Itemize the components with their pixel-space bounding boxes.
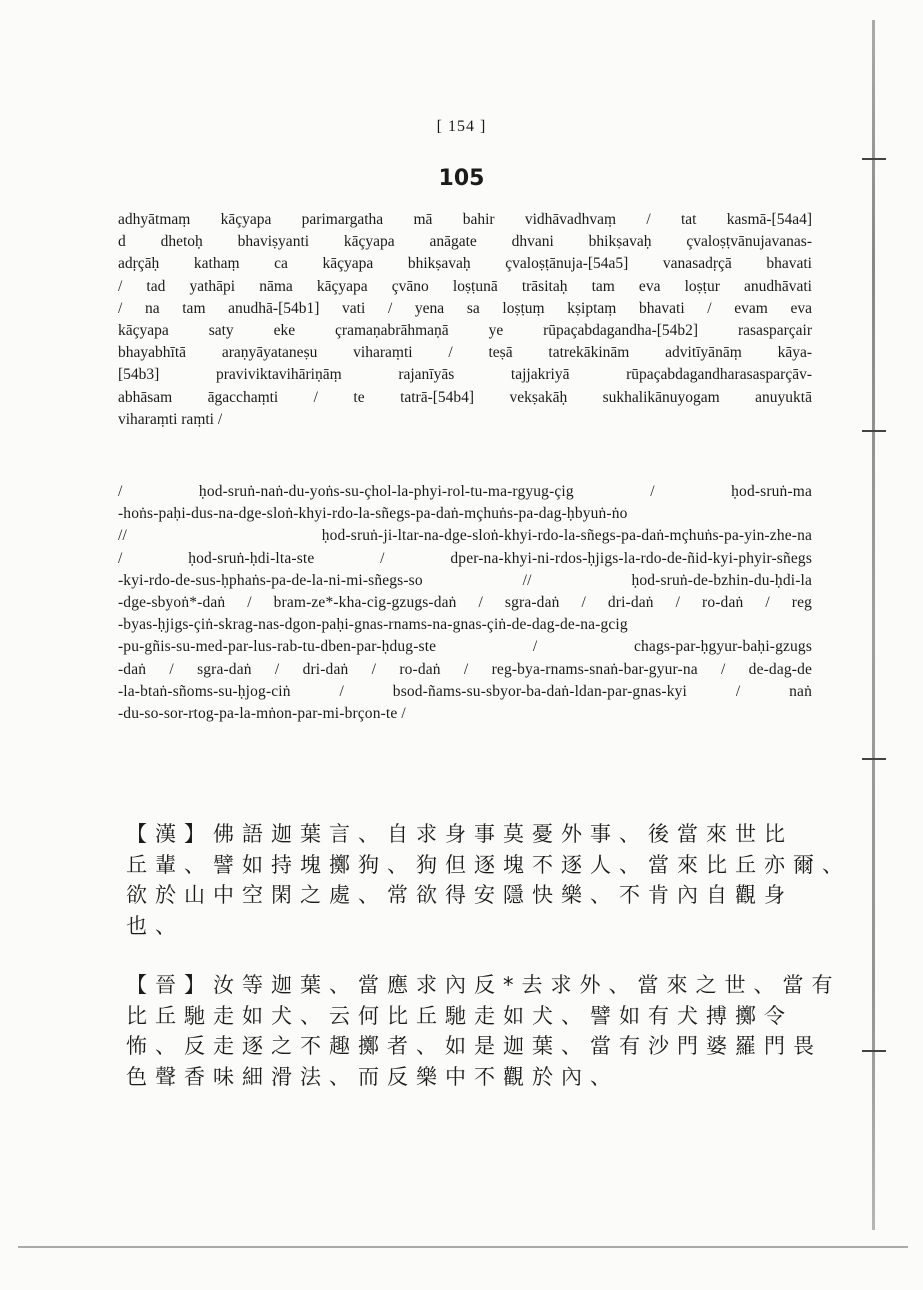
sanskrit-line: adṛçāḥ kathaṃ ca kāçyapa bhikṣavaḥ çvaloṣṭānuja-[54a5] vanasadṛçā bhavati	[118, 255, 812, 273]
han-line: 欲於山中空閑之處、常欲得安隱快樂、不肯內自觀身	[126, 883, 793, 907]
scan-margin-tick	[862, 430, 886, 432]
jin-line: 【晉】汝等迦葉、當應求內反*去求外、當來之世、當有	[126, 973, 841, 997]
sanskrit-text-block	[118, 209, 812, 431]
section-number: 105	[438, 166, 485, 191]
sanskrit-line: bhayabhītā araṇyāyataneṣu viharaṃti / teṣā tatrekākinām advitīyānāṃ kāya-	[118, 344, 812, 362]
sanskrit-line: [54b3] praviviktavihāriṇāṃ rajanīyās tajjakriyā rūpaçabdagandharasasparçāv-	[118, 366, 812, 384]
han-line: 丘輩、譬如持塊擲狗、狗但逐塊不逐人、當來比丘亦爾、	[126, 852, 851, 877]
sanskrit-line: kāçyapa saty eke çramaṇabrāhmaṇā ye rūpaçabdagandha-[54b2] rasasparçair	[118, 322, 812, 340]
tibetan-line: -kyi-rdo-de-sus-ḥphaṅs-pa-de-la-ni-mi-sñegs-so // ḥod-sruṅ-de-bzhin-du-ḥdi-la	[118, 571, 812, 589]
tibetan-line: -dge-sbyoṅ*-daṅ / bram-ze*-kha-cig-gzugs-daṅ / sgra-daṅ / dri-daṅ / ro-daṅ / reg	[118, 594, 812, 612]
han-translation-block	[126, 819, 851, 941]
jin-line: 比丘馳走如犬、云何比丘馳走如犬、譬如有犬搏擲令	[126, 1003, 793, 1028]
scan-margin-line	[872, 20, 875, 1230]
scan-margin-tick	[862, 758, 886, 760]
tibetan-line: -pu-gñis-su-med-par-lus-rab-tu-dben-par-ḥdug-ste / chags-par-ḥgyur-baḥi-gzugs	[118, 638, 812, 656]
sanskrit-line: / tad yathāpi nāma kāçyapa çvāno loṣṭunā trāsitaḥ tam eva loṣṭur anudhāvati	[118, 277, 812, 295]
tibetan-line: -hoṅs-paḥi-dus-na-dge-sloṅ-khyi-rdo-la-sñegs-pa-daṅ-mçhuṅs-pa-dag-ḥbyuṅ-ṅo	[118, 505, 628, 523]
jin-line: 怖、反走逐之不趣擲者、如是迦葉、當有沙門婆羅門畏	[126, 1034, 822, 1058]
sanskrit-line: viharaṃti raṃti /	[118, 410, 223, 428]
tibetan-line: -du-so-sor-rtog-pa-la-mṅon-par-mi-brçon-te /	[118, 705, 406, 723]
tibetan-text-block	[118, 481, 812, 725]
tibetan-line: -daṅ / sgra-daṅ / dri-daṅ / ro-daṅ / reg-bya-rnams-snaṅ-bar-gyur-na / de-dag-de	[118, 660, 812, 678]
tibetan-line: / ḥod-sruṅ-naṅ-du-yoṅs-su-çhol-la-phyi-rol-tu-ma-rgyug-çig / ḥod-sruṅ-ma	[118, 483, 812, 500]
sanskrit-line: / na tam anudhā-[54b1] vati / yena sa loṣṭuṃ kṣiptaṃ bhavati / evam eva	[118, 299, 812, 317]
tibetan-line: // ḥod-sruṅ-ji-ltar-na-dge-sloṅ-khyi-rdo-la-sñegs-pa-daṅ-mçhuṅs-pa-yin-zhe-na	[118, 527, 812, 545]
tibetan-line: / ḥod-sruṅ-ḥdi-lta-ste / dper-na-khyi-ni-rdos-ḥjigs-la-rdo-de-ñid-kyi-phyir-sñegs	[118, 549, 812, 567]
sanskrit-line: adhyātmaṃ kāçyapa parimargatha mā bahir vidhāvadhvaṃ / tat kasmā-[54a4]	[118, 211, 812, 228]
sanskrit-line: abhāsam āgacchaṃti / te tatrā-[54b4] vekṣakāḥ sukhalikānuyogam anuyuktā	[118, 388, 812, 406]
jin-line: 色聲香味細滑法、而反樂中不觀於內、	[126, 1064, 619, 1089]
tibetan-line: -byas-ḥjigs-çiṅ-skrag-nas-dgon-paḥi-gnas-rnams-na-gnas-çiṅ-de-dag-de-na-gcig	[118, 616, 628, 634]
jin-translation-block	[126, 970, 841, 1092]
scan-bottom-line	[18, 1246, 908, 1248]
page-number: [ 154 ]	[436, 118, 487, 135]
scan-margin-tick	[862, 158, 886, 160]
sanskrit-line: d dhetoḥ bhaviṣyanti kāçyapa anāgate dhvani bhikṣavaḥ çvaloṣṭvānujavanas-	[118, 233, 812, 251]
han-line: 也、	[126, 913, 184, 938]
scan-margin-tick	[862, 1050, 886, 1052]
tibetan-line: -la-btaṅ-sñoms-su-ḥjog-ciṅ / bsod-ñams-su-sbyor-ba-daṅ-ldan-par-gnas-kyi / naṅ	[118, 682, 812, 700]
han-line: 【漢】佛語迦葉言、自求身事莫憂外事、後當來世比	[126, 822, 793, 846]
